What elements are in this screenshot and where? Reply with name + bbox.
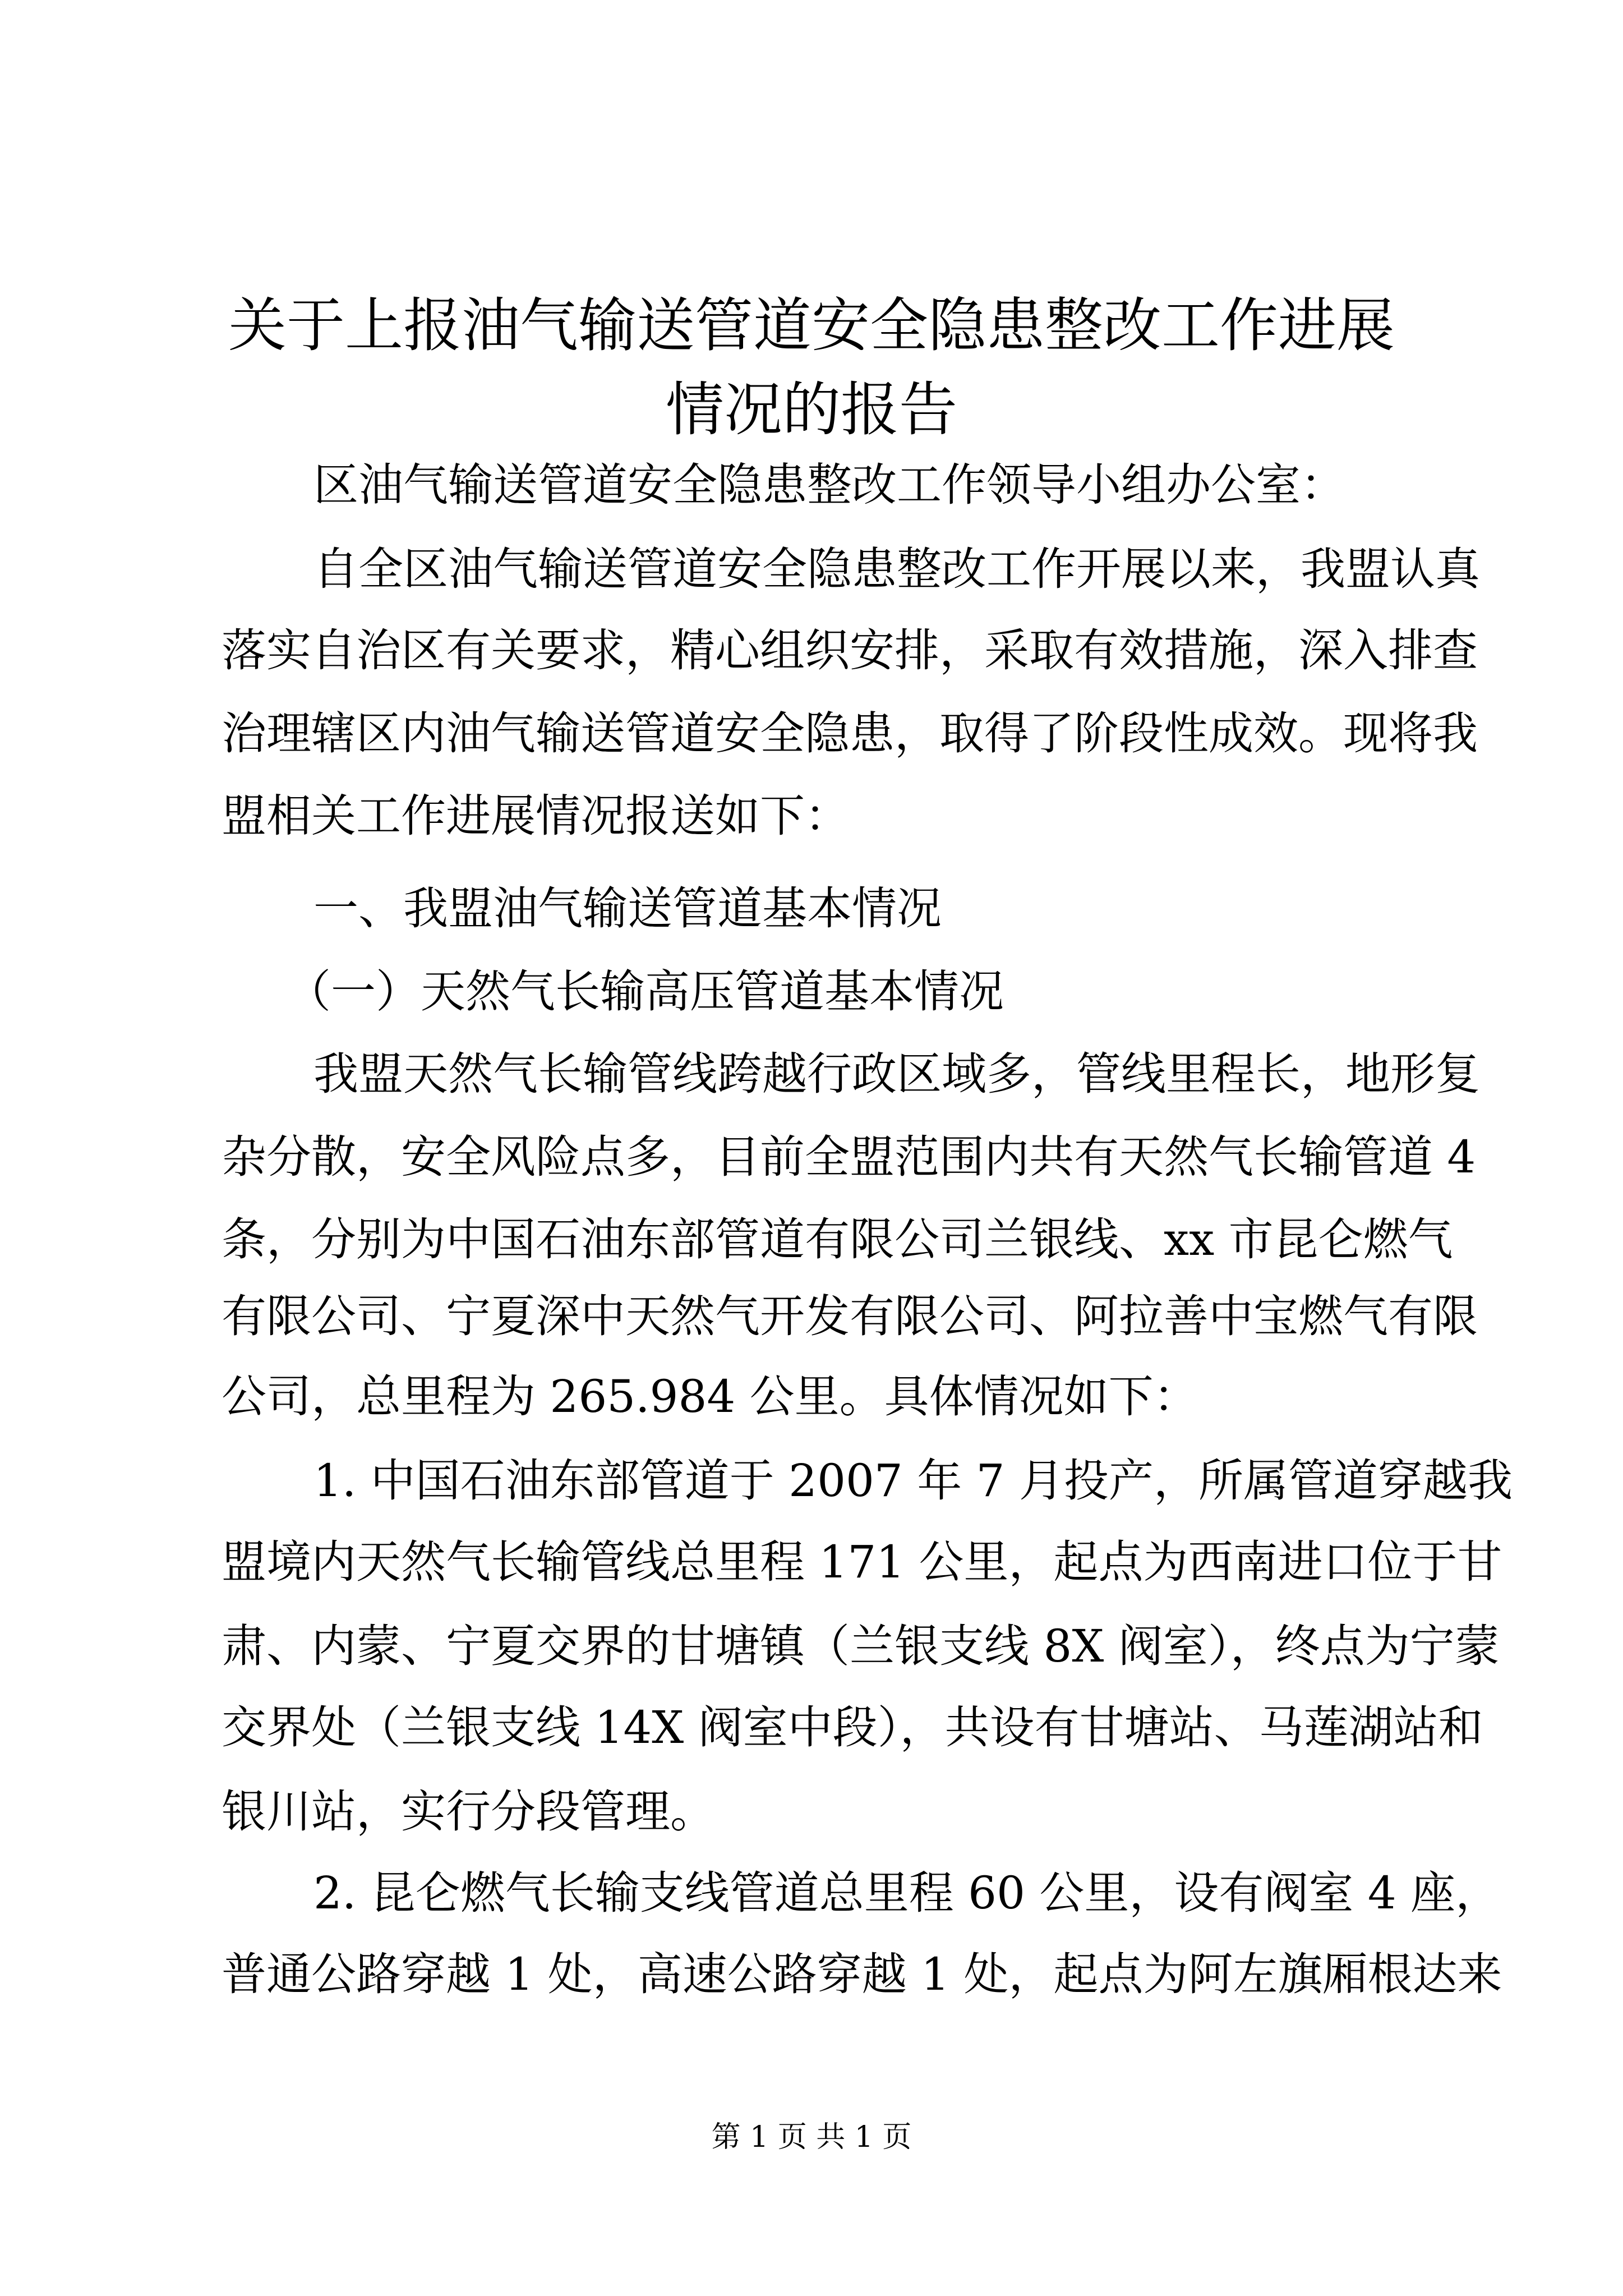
- paragraph-line: 盟相关工作进展情况报送如下：: [222, 790, 850, 842]
- section-heading: 一、我盟油气输送管道基本情况: [313, 882, 942, 935]
- paragraph-line: 治理辖区内油气输送管道安全隐患，取得了阶段性成效。现将我: [222, 707, 1478, 760]
- paragraph-line: 公司，总里程为 265.984 公里。具体情况如下：: [222, 1370, 1198, 1423]
- subsection-heading: （一）天然气长输高压管道基本情况: [286, 965, 1004, 1018]
- paragraph-line: 1. 中国石油东部管道于 2007 年 7 月投产，所属管道穿越我: [313, 1455, 1513, 1507]
- paragraph-line: 条，分别为中国石油东部管道有限公司兰银线、xx 市昆仑燃气: [222, 1213, 1453, 1266]
- paragraph-line: 2. 昆仑燃气长输支线管道总里程 60 公里，设有阀室 4 座，: [313, 1867, 1501, 1919]
- paragraph-line: 普通公路穿越 1 处，高速公路穿越 1 处，起点为阿左旗厢根达来: [222, 1948, 1502, 2000]
- paragraph-line: 有限公司、宁夏深中天然气开发有限公司、阿拉善中宝燃气有限: [222, 1290, 1478, 1342]
- paragraph-line: 自全区油气输送管道安全隐患整改工作开展以来，我盟认真: [313, 543, 1480, 595]
- paragraph-line: 肃、内蒙、宁夏交界的甘塘镇（兰银支线 8X 阀室），终点为宁蒙: [222, 1620, 1500, 1672]
- paragraph-line: 银川站，实行分段管理。: [222, 1786, 715, 1838]
- paragraph-line: 交界处（兰银支线 14X 阀室中段），共设有甘塘站、马莲湖站和: [222, 1701, 1483, 1754]
- paragraph-line: 盟境内天然气长输管线总里程 171 公里，起点为西南进口位于甘: [222, 1536, 1502, 1588]
- paragraph-line: 落实自治区有关要求，精心组织安排，采取有效措施，深入排查: [222, 624, 1478, 677]
- paragraph-line: 杂分散，安全风险点多，目前全盟范围内共有天然气长输管道 4: [222, 1131, 1476, 1183]
- page-footer: 第 1 页 共 1 页: [711, 2120, 912, 2154]
- salutation: 区油气输送管道安全隐患整改工作领导小组办公室：: [313, 459, 1345, 511]
- paragraph-line: 我盟天然气长输管线跨越行政区域多，管线里程长，地形复: [313, 1048, 1480, 1100]
- title-line-1: 关于上报油气输送管道安全隐患整改工作进展: [228, 291, 1395, 360]
- title-line-2: 情况的报告: [665, 375, 957, 444]
